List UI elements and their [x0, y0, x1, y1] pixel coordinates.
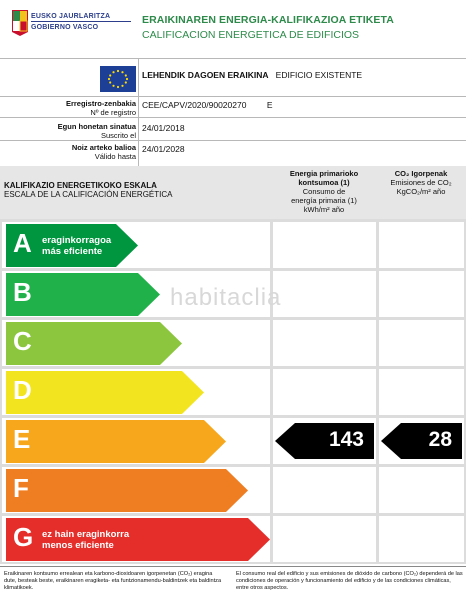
divider — [0, 140, 466, 141]
label-title-basque: ERAIKINAREN ENERGIA-KALIFIKAZIOA ETIKETA — [142, 14, 394, 26]
consumption-cell — [273, 222, 376, 268]
consumption-cell — [273, 320, 376, 366]
scale-title-basque: KALIFIKAZIO ENERGETIKOKO ESKALA — [4, 181, 157, 190]
consumption-header-line: kWh/m² año — [303, 205, 345, 214]
emissions-cell — [379, 516, 464, 562]
class-arrow-d — [6, 371, 204, 414]
emissions-header-line: KgCO₂/m² año — [396, 187, 446, 196]
signed-date: 24/01/2018 — [142, 123, 185, 133]
consumption-column-header — [272, 169, 376, 214]
building-type-basque: LEHENDIK DAGOEN ERAIKINA — [142, 70, 269, 80]
class-letter: G — [13, 522, 34, 552]
emissions-cell — [379, 320, 464, 366]
emissions-indicator-value: 28 — [428, 428, 452, 451]
class-caption-basque: eraginkorragoa — [42, 235, 112, 246]
emissions-column-header — [378, 169, 464, 196]
emissions-cell — [379, 467, 464, 513]
emissions-cell — [379, 271, 464, 317]
footer-note-basque: Eraikinaren kontsumo errealean eta karbono-dioxidoaren igorpenetan (CO₂) eragina dute, besteak beste, eraikinaren eragiketa- eta funtzionamendu-baldintzek eta baldintza klimatikoek. — [4, 571, 222, 591]
divider — [0, 96, 466, 97]
registration-label-spanish: Nº de registro — [90, 108, 136, 117]
emissions-cell — [379, 369, 464, 415]
class-letter: C — [13, 326, 32, 356]
valid-until-label-spanish: Válido hasta — [94, 152, 136, 161]
class-caption — [42, 529, 129, 551]
valid-until-date: 24/01/2028 — [142, 144, 185, 154]
registration-label-basque: Erregistro-zenbakia — [65, 99, 136, 108]
class-caption-basque: ez hain eraginkorra — [42, 529, 130, 540]
valid-until-label-basque: Noiz arteko balioa — [71, 143, 136, 152]
divider — [0, 117, 466, 118]
signed-label — [58, 122, 136, 140]
consumption-header-line: Consumo de — [302, 187, 346, 196]
valid-until-label — [72, 143, 136, 161]
class-arrow-f — [6, 469, 248, 512]
logo-divider — [31, 21, 131, 22]
consumption-indicator-value: 143 — [328, 428, 364, 451]
class-letter: B — [13, 277, 32, 307]
class-letter: D — [13, 375, 32, 405]
building-type — [142, 70, 362, 80]
class-caption — [42, 235, 111, 257]
class-arrow-c — [6, 322, 182, 365]
divider — [138, 58, 139, 166]
consumption-cell — [273, 271, 376, 317]
basque-shield-icon — [12, 10, 28, 36]
emissions-header-line: CO₂ Igorpenak — [394, 169, 448, 178]
consumption-cell — [273, 467, 376, 513]
eu-flag-icon — [100, 66, 136, 92]
class-arrow-e — [6, 420, 226, 463]
class-letter: F — [13, 473, 29, 503]
logo-line-2: GOBIERNO VASCO — [31, 24, 99, 31]
emissions-cell — [379, 222, 464, 268]
emissions-header-line: Emisiones de CO₂ — [390, 178, 452, 187]
consumption-cell — [273, 369, 376, 415]
class-caption-spanish: más eficiente — [42, 246, 103, 257]
consumption-cell — [273, 516, 376, 562]
class-letter: E — [13, 424, 31, 454]
label-title-spanish: CALIFICACION ENERGETICA DE EDIFICIOS — [142, 29, 360, 41]
registration-label — [66, 99, 136, 117]
footer-note-spanish: El consumo real del edificio y sus emisiones de dióxido de carbono (CO₂) dependerá de las condiciones de operación y funcionamiento del edificio y de las condiciones climáticas, entre otros aspectos. — [236, 571, 463, 591]
registration-value: CEE/CAPV/2020/90020270 — [142, 100, 247, 110]
logo-line-1: EUSKO JAURLARITZA — [31, 13, 111, 20]
registration-number — [142, 100, 272, 110]
signed-label-basque: Egun honetan sinatua — [57, 122, 136, 131]
building-type-spanish: EDIFICIO EXISTENTE — [275, 70, 363, 80]
consumption-header-line: Energia primarioko — [289, 169, 359, 178]
watermark: habitaclia — [170, 284, 282, 311]
signed-label-spanish: Suscrito el — [100, 131, 136, 140]
class-letter: A — [13, 228, 32, 258]
consumption-header-line: energía primaria (1) — [291, 196, 357, 205]
scale-title-spanish: ESCALA DE LA CALIFICACIÓN ENERGÉTICA — [4, 190, 173, 199]
divider — [0, 566, 466, 567]
registration-extra: E — [266, 100, 273, 110]
class-caption-spanish: menos eficiente — [42, 540, 114, 551]
consumption-header-line: kontsumoa (1) — [298, 178, 350, 187]
divider — [0, 58, 466, 59]
